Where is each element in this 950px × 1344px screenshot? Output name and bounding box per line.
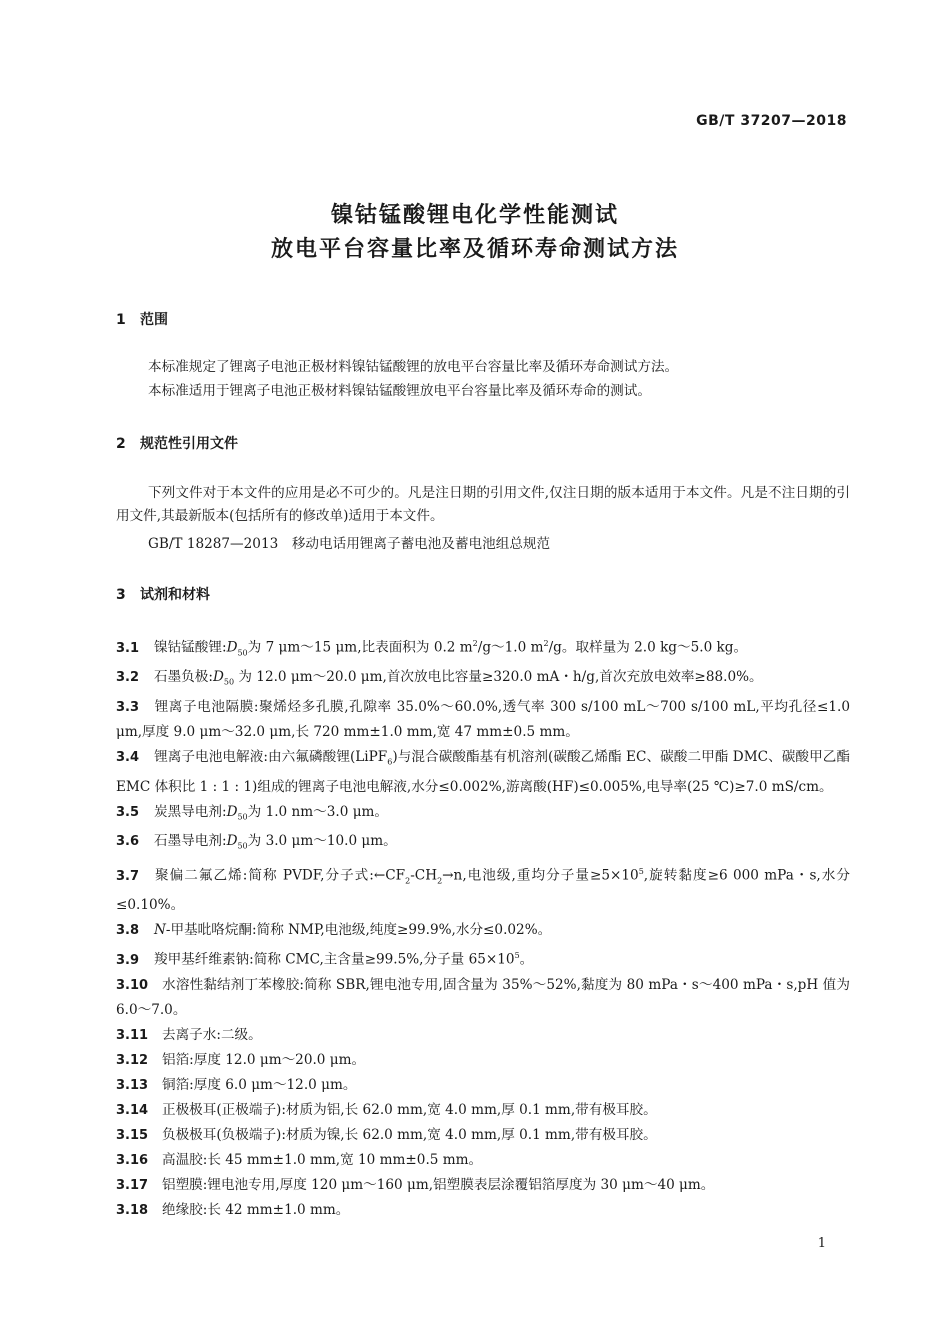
item-text: /g～1.0 m xyxy=(477,639,544,656)
reagent-item xyxy=(116,973,850,1023)
subscript: 2 xyxy=(437,876,443,886)
superscript: 2 xyxy=(472,639,478,648)
reagent-list xyxy=(116,631,850,1223)
section-number: 1 xyxy=(116,312,126,328)
reagent-item xyxy=(116,1198,850,1223)
item-text: →n,电池级,重均分子量≥5×10 xyxy=(442,867,639,884)
reagent-item xyxy=(116,1098,850,1123)
item-text: 为 7 μm～15 μm,比表面积为 0.2 m xyxy=(247,639,473,656)
item-text: 负极极耳(负极端子):材质为镍,长 62.0 mm,宽 4.0 mm,厚 0.1 mm,带有极耳胶。 xyxy=(162,1126,657,1143)
variable: D xyxy=(226,833,238,850)
document-title-line2: 放电平台容量比率及循环寿命测试方法 xyxy=(270,237,679,262)
item-number: 3.12 xyxy=(116,1052,149,1068)
section-heading-scope xyxy=(116,309,168,329)
reagent-item xyxy=(116,695,850,745)
variable: D xyxy=(226,803,238,820)
item-number: 3.9 xyxy=(116,952,140,968)
reagent-item xyxy=(116,665,850,695)
reagent-item xyxy=(116,1148,850,1173)
reagent-item xyxy=(116,918,850,943)
item-number: 3.15 xyxy=(116,1127,149,1143)
item-text: 水溶性黏结剂丁苯橡胶:简称 SBR,锂电池专用,固含量为 35%～52%,黏度为 80 mPa・s～400 mPa・s,pH 值为 6.0～7.0。 xyxy=(116,976,850,1018)
item-number: 3.17 xyxy=(116,1177,149,1193)
item-text: 锂离子电池电解液:由六氟磷酸锂(LiPF xyxy=(154,748,388,765)
section-title: 范围 xyxy=(140,312,168,328)
references-paragraph: 下列文件对于本文件的应用是必不可少的。凡是注日期的引用文件,仅注日期的版本适用于本文件。凡是不注日期的引用文件,其最新版本(包括所有的修改单)适用于本文件。 xyxy=(116,485,850,524)
reagent-item xyxy=(116,1073,850,1098)
item-text: 绝缘胶:长 42 mm±1.0 mm。 xyxy=(162,1201,350,1218)
section-title: 试剂和材料 xyxy=(140,587,210,603)
scope-paragraph-1: 本标准规定了锂离子电池正极材料镍钴锰酸锂的放电平台容量比率及循环寿命测试方法。 xyxy=(148,359,679,375)
item-text: 高温胶:长 45 mm±1.0 mm,宽 10 mm±0.5 mm。 xyxy=(162,1151,483,1168)
item-text: 去离子水:二级。 xyxy=(162,1026,262,1043)
item-text: )与混合碳酸酯基有机溶剂(碳酸乙烯酯 EC、碳酸二甲酯 DMC、碳酸甲乙酯 EMC 体积比 1 : 1 : 1)组成的锂离子电池电解液,水分≤0.002%,游离酸(HF)≤0.005%,电导率(25 ℃)≥7.0 mS/cm。 xyxy=(116,748,851,795)
variable: N xyxy=(154,922,166,939)
item-text: 铝箔:厚度 12.0 μm～20.0 μm。 xyxy=(162,1051,366,1068)
item-number: 3.16 xyxy=(116,1152,149,1168)
reagent-item xyxy=(116,1173,850,1198)
item-text: ←CF xyxy=(373,867,406,884)
item-number: 3.8 xyxy=(116,923,140,939)
item-number: 3.13 xyxy=(116,1077,149,1093)
section-heading-reagents xyxy=(116,584,210,604)
item-number: 3.10 xyxy=(116,977,149,993)
item-text: 石墨负极: xyxy=(154,669,213,686)
reference-entry: GB/T 18287—2013 移动电话用锂离子蓄电池及蓄电池组总规范 xyxy=(148,536,551,552)
section-number: 3 xyxy=(116,587,126,603)
reagent-item xyxy=(116,943,850,973)
subscript: 50 xyxy=(237,648,248,658)
superscript: 2 xyxy=(543,639,549,648)
subscript: 50 xyxy=(237,842,248,852)
item-number: 3.14 xyxy=(116,1102,149,1118)
item-text: 为 1.0 nm～3.0 μm。 xyxy=(247,803,389,820)
item-number: 3.5 xyxy=(116,804,140,820)
reagent-item xyxy=(116,631,850,665)
item-text: 石墨导电剂: xyxy=(154,833,227,850)
superscript: 5 xyxy=(514,951,520,961)
item-number: 3.3 xyxy=(116,699,140,715)
item-number: 3.11 xyxy=(116,1027,149,1043)
subscript: 6 xyxy=(387,757,393,767)
subscript: 2 xyxy=(405,876,411,886)
variable: D xyxy=(226,639,238,656)
item-text: ,旋转黏度≥6 000 mPa・s,水分≤0.10%。 xyxy=(116,867,850,914)
item-text: 正极极耳(正极端子):材质为铝,长 62.0 mm,宽 4.0 mm,厚 0.1 mm,带有极耳胶。 xyxy=(162,1101,657,1118)
item-text: -甲基吡咯烷酮:简称 NMP,电池级,纯度≥99.9%,水分≤0.02%。 xyxy=(165,922,552,939)
reagent-item xyxy=(116,1123,850,1148)
subscript: 50 xyxy=(223,677,235,687)
item-text: 为 3.0 μm～10.0 μm。 xyxy=(247,833,397,850)
item-text: 羧甲基纤维素钠:简称 CMC,主含量≥99.5%,分子量 65×10 xyxy=(154,951,515,968)
item-text: 铝塑膜:锂电池专用,厚度 120 μm～160 μm,铝塑膜表层涂覆铝箔厚度为 30 μm～40 μm。 xyxy=(162,1176,715,1193)
item-text: 聚偏二氟乙烯:简称 PVDF,分子式: xyxy=(154,867,374,884)
subscript: 50 xyxy=(237,812,248,822)
document-title-line1: 镍钴锰酸锂电化学性能测试 xyxy=(330,203,619,228)
item-text: -CH xyxy=(410,867,438,884)
reagent-item xyxy=(116,859,850,918)
page-number: 1 xyxy=(817,1236,826,1251)
standard-code: GB/T 37207—2018 xyxy=(696,113,847,129)
reagent-item xyxy=(116,1023,850,1048)
item-text: /g。取样量为 2.0 kg～5.0 kg。 xyxy=(548,639,748,656)
reagent-item xyxy=(116,829,850,859)
section-title: 规范性引用文件 xyxy=(140,436,238,452)
item-text: 炭黑导电剂: xyxy=(154,803,227,820)
scope-paragraph-2: 本标准适用于锂离子电池正极材料镍钴锰酸锂放电平台容量比率及循环寿命的测试。 xyxy=(148,383,651,399)
reagent-item xyxy=(116,800,850,830)
item-number: 3.2 xyxy=(116,670,140,686)
reagent-item xyxy=(116,745,850,800)
item-text: 镍钴锰酸锂: xyxy=(154,639,227,656)
section-number: 2 xyxy=(116,436,126,452)
variable: D xyxy=(212,669,224,686)
item-number: 3.6 xyxy=(116,834,140,850)
item-number: 3.7 xyxy=(116,868,140,884)
superscript: 5 xyxy=(638,867,644,877)
section-heading-references xyxy=(116,433,238,453)
item-text: 为 12.0 μm～20.0 μm,首次放电比容量≥320.0 mA・h/g,首次充放电效率≥88.0%。 xyxy=(234,669,763,686)
item-number: 3.1 xyxy=(116,640,140,656)
item-text: 锂离子电池隔膜:聚烯烃多孔膜,孔隙率 35.0%～60.0%,透气率 300 s/100 mL～700 s/100 mL,平均孔径≤1.0 μm,厚度 9.0 μm～32.0 μm,长 720 mm±1.0 mm,宽 47 mm±0.5 mm。 xyxy=(116,698,850,740)
reagent-item xyxy=(116,1048,850,1073)
item-number: 3.4 xyxy=(116,749,140,765)
item-text: 。 xyxy=(519,951,534,968)
item-text: 铜箔:厚度 6.0 μm～12.0 μm。 xyxy=(162,1076,357,1093)
item-number: 3.18 xyxy=(116,1202,149,1218)
